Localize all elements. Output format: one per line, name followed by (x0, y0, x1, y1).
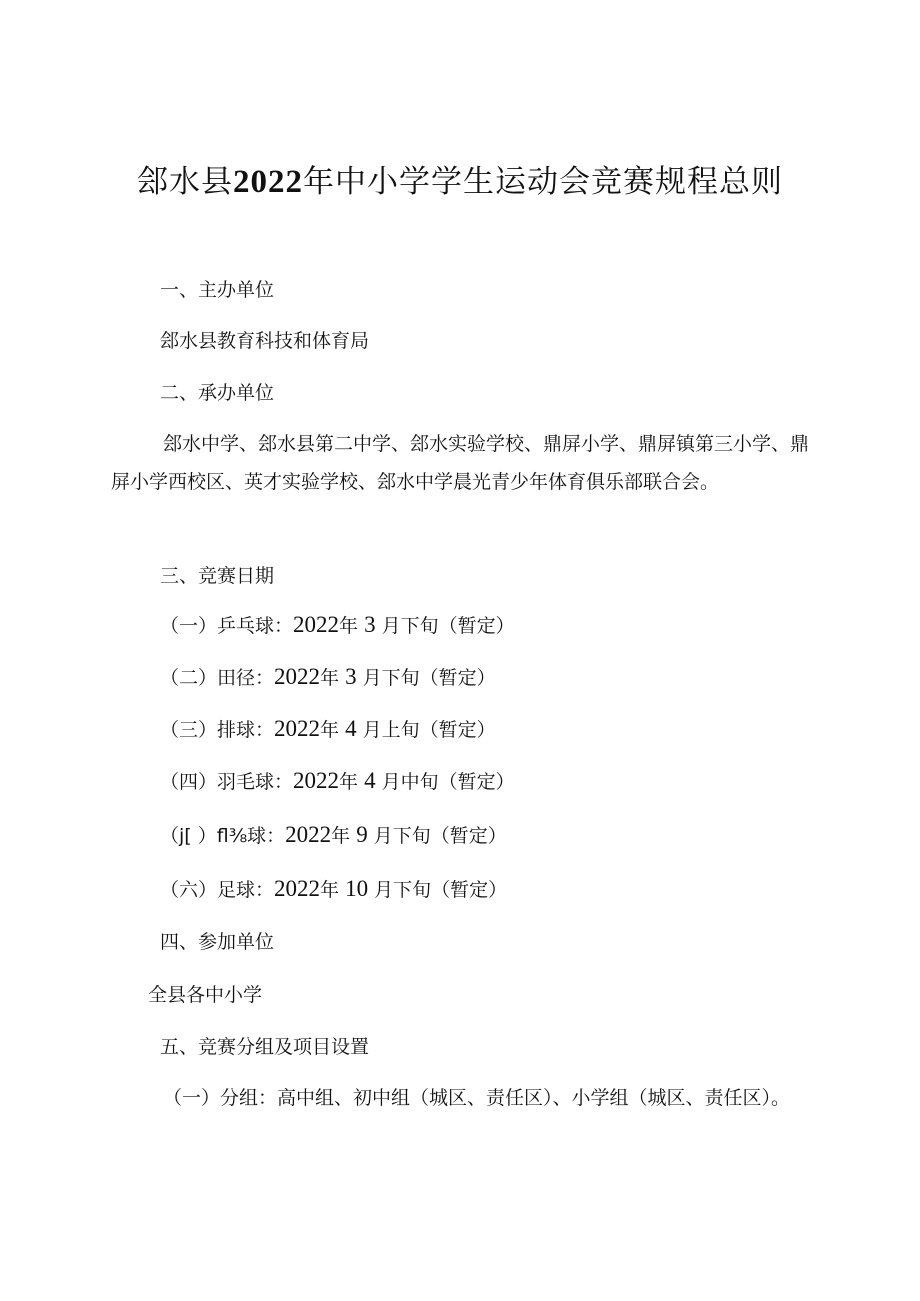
date-year: 2022 (293, 612, 340, 637)
date-year-suffix: 年 (320, 719, 340, 741)
section-2-heading: 二、承办单位 (160, 382, 275, 404)
date-year-suffix: 年 (331, 825, 351, 847)
date-label: （三）排球： (160, 719, 275, 741)
section-4-heading: 四、参加单位 (160, 931, 275, 953)
date-rest: 月下旬（暂定） (362, 667, 496, 689)
date-label: （六）足球： (160, 879, 275, 901)
date-year: 2022 (274, 664, 321, 689)
date-item (160, 823, 507, 848)
section-3-heading: 三、竞赛日期 (160, 565, 275, 587)
date-label: （一）乒乓球： (160, 615, 294, 637)
date-rest: 月下旬（暂定） (381, 615, 515, 637)
section-5-heading: 五、竞赛分组及项目设置 (160, 1036, 370, 1058)
date-month: 4 (345, 716, 357, 741)
date-rest: 月下旬（暂定） (373, 825, 507, 847)
section-5-item-1: （一）分组：高中组、初中组（城区、责任区）、小学组（城区、责任区）。 (163, 1087, 791, 1109)
date-label: （四）羽毛球： (160, 771, 294, 793)
date-label: （二）田径： (160, 667, 275, 689)
title-part-2: 年中小学学生运动会竞赛规程总则 (303, 164, 783, 200)
date-year-suffix: 年 (320, 879, 340, 901)
date-rest: 月下旬（暂定） (374, 879, 508, 901)
title-part-1: 郐水县 (137, 164, 233, 200)
document-title (0, 156, 920, 201)
date-year: 2022 (274, 876, 321, 901)
date-month: 3 (345, 664, 357, 689)
date-item (160, 769, 515, 794)
date-year: 2022 (293, 768, 340, 793)
date-item (160, 613, 515, 638)
date-year-suffix: 年 (339, 771, 359, 793)
date-year: 2022 (285, 822, 332, 847)
date-year: 2022 (274, 716, 321, 741)
section-2-body: 郐水中学、郐水县第二中学、郐水实验学校、鼎屏小学、鼎屏镇第三小学、鼎屏小学西校区、英才实验学校、郐水中学晨光青少年体育俱乐部联合会。 (111, 433, 810, 493)
date-year-suffix: 年 (320, 667, 340, 689)
date-rest: 月中旬（暂定） (381, 771, 515, 793)
date-month: 9 (356, 822, 368, 847)
date-item (160, 877, 507, 902)
title-year: 2022 (233, 164, 303, 200)
date-year-suffix: 年 (339, 615, 359, 637)
date-rest: 月上旬（暂定） (362, 719, 496, 741)
date-label-garbled: （j[ ）fl⅜球： (160, 825, 286, 847)
date-month: 10 (345, 876, 369, 901)
section-1-heading: 一、主办单位 (160, 279, 275, 301)
date-item (160, 717, 496, 742)
date-month: 4 (364, 768, 376, 793)
date-month: 3 (364, 612, 376, 637)
section-1-body: 郐水县教育科技和体育局 (160, 330, 370, 352)
date-item (160, 665, 496, 690)
section-4-body: 全县各中小学 (148, 984, 263, 1006)
